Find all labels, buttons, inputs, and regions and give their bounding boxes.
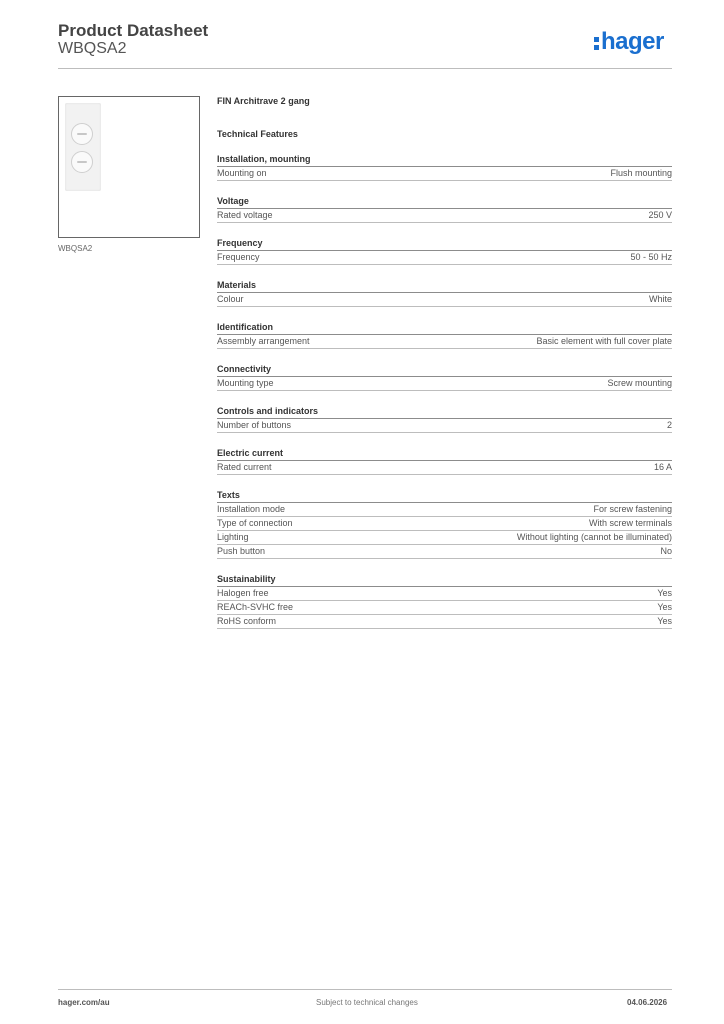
spec-group — [217, 238, 672, 265]
spec-value: 16 A — [653, 462, 672, 472]
spec-label: Lighting — [217, 532, 249, 542]
spec-value: Screw mounting — [607, 378, 672, 388]
spec-value: Flush mounting — [610, 168, 672, 178]
spec-group — [217, 322, 672, 349]
spec-value: For screw fastening — [593, 504, 672, 514]
spec-row — [217, 587, 672, 601]
header-divider — [58, 68, 672, 69]
spec-group — [217, 574, 672, 629]
spec-group-title: Installation, mounting — [217, 154, 672, 167]
spec-row — [217, 251, 672, 265]
spec-row — [217, 531, 672, 545]
image-caption: WBQSA2 — [58, 244, 93, 253]
spec-row — [217, 335, 672, 349]
spec-group — [217, 196, 672, 223]
spec-value: Yes — [657, 588, 672, 598]
switch-plate-icon — [65, 103, 101, 191]
spec-row — [217, 419, 672, 433]
spec-row — [217, 461, 672, 475]
logo-dots-icon — [594, 34, 599, 50]
spec-groups — [217, 154, 672, 629]
hager-logo — [594, 30, 664, 54]
spec-label: Installation mode — [217, 504, 286, 514]
footer-date: 04.06.2026 — [627, 998, 668, 1007]
product-code: WBQSA2 — [58, 40, 127, 57]
spec-group-title: Connectivity — [217, 364, 672, 377]
spec-value: Yes — [657, 602, 672, 612]
spec-value: 250 V — [648, 210, 672, 220]
spec-label: REACh-SVHC free — [217, 602, 294, 612]
spec-row — [217, 167, 672, 181]
spec-group — [217, 490, 672, 559]
spec-group-title: Materials — [217, 280, 672, 293]
spec-row — [217, 503, 672, 517]
spec-row — [217, 615, 672, 629]
spec-group-title: Electric current — [217, 448, 672, 461]
spec-group — [217, 364, 672, 391]
spec-label: Mounting on — [217, 168, 267, 178]
spec-section — [217, 96, 672, 629]
spec-label: Push button — [217, 546, 266, 556]
page-title: Product Datasheet — [58, 21, 209, 40]
spec-label: Rated current — [217, 462, 272, 472]
switch-button-icon — [71, 151, 93, 173]
spec-group-title: Sustainability — [217, 574, 672, 587]
spec-value: No — [660, 546, 672, 556]
spec-value: Yes — [657, 616, 672, 626]
spec-row — [217, 209, 672, 223]
spec-label: Assembly arrangement — [217, 336, 310, 346]
switch-button-icon — [71, 123, 93, 145]
spec-label: Number of buttons — [217, 420, 292, 430]
spec-label: Colour — [217, 294, 244, 304]
product-image — [58, 96, 200, 238]
spec-label: Type of connection — [217, 518, 293, 528]
spec-row — [217, 517, 672, 531]
spec-label: Rated voltage — [217, 210, 273, 220]
spec-label: Mounting type — [217, 378, 274, 388]
spec-group-title: Frequency — [217, 238, 672, 251]
spec-group-title: Controls and indicators — [217, 406, 672, 419]
footer-notice: Subject to technical changes — [316, 998, 418, 1007]
spec-group — [217, 448, 672, 475]
spec-label: RoHS conform — [217, 616, 277, 626]
spec-value: With screw terminals — [588, 518, 672, 528]
spec-row — [217, 293, 672, 307]
product-name: FIN Architrave 2 gang — [217, 96, 310, 106]
spec-row — [217, 545, 672, 559]
footer-divider — [58, 989, 672, 990]
spec-label: Halogen free — [217, 588, 269, 598]
footer-website[interactable]: hager.com/au — [58, 998, 110, 1007]
logo-text: hager — [601, 28, 664, 55]
spec-group — [217, 406, 672, 433]
spec-value: 50 - 50 Hz — [630, 252, 672, 262]
spec-value: White — [648, 294, 672, 304]
spec-label: Frequency — [217, 252, 260, 262]
spec-value: 2 — [666, 420, 672, 430]
spec-value: Basic element with full cover plate — [536, 336, 672, 346]
spec-row — [217, 601, 672, 615]
spec-group-title: Voltage — [217, 196, 672, 209]
spec-value: Without lighting (cannot be illuminated) — [516, 532, 672, 542]
spec-group — [217, 280, 672, 307]
technical-features-title: Technical Features — [217, 129, 298, 139]
spec-group — [217, 154, 672, 181]
spec-row — [217, 377, 672, 391]
spec-group-title: Identification — [217, 322, 672, 335]
spec-group-title: Texts — [217, 490, 672, 503]
